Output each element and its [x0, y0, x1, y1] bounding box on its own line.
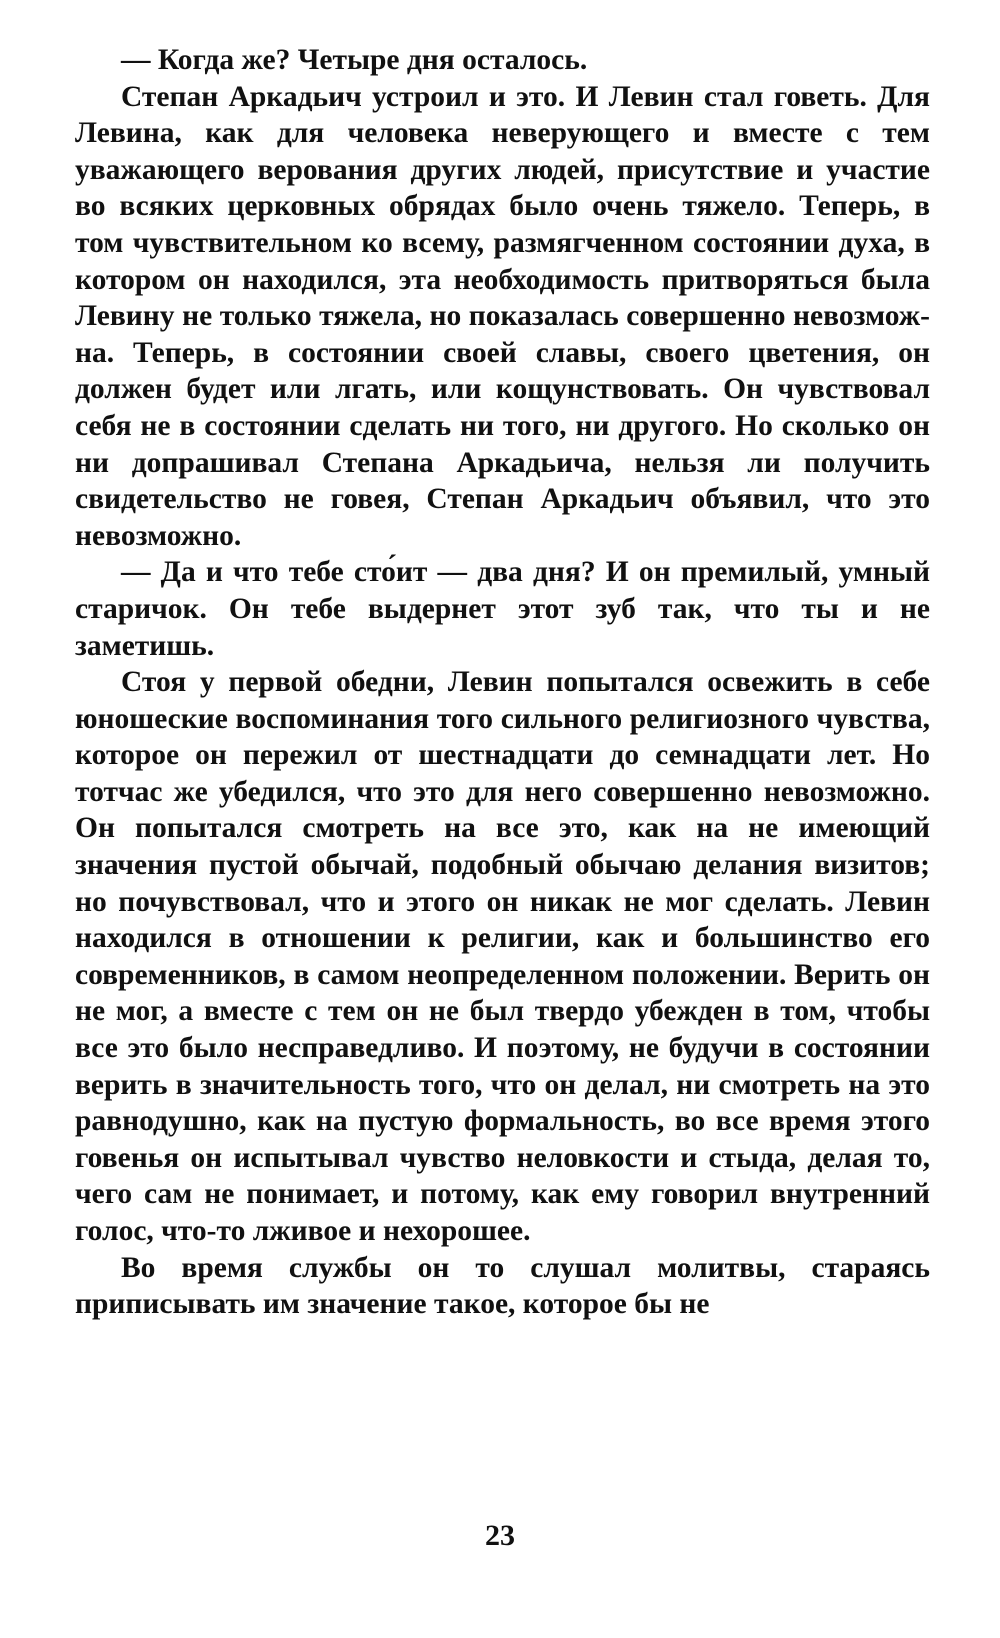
paragraph-narration-1: Степан Аркадьич устроил и это. И Левин стал говеть. Для Левина, как для человека неверующего и вместе с тем уважающего верования других людей, присутствие и участие во всяких церковных обрядах было очень тяжело. Теперь, в том чувствительном ко всему, размягченном состоянии духа, в котором он находился, эта необходимость притворяться была Левину не только тяжела, но показалась совершенно невозможна. Теперь, в состоянии своей славы, своего цветения, он должен будет или лгать, или кощунствовать. Он чувствовал себя не в состоянии сделать ни того, ни другого. Но сколько он ни допрашивал Степана Аркадьича, нельзя ли получить свидетельство не говея, Степан Аркадьич объявил, что это невозможно. [75, 80, 930, 552]
paragraph-narration-3: Во время службы он то слушал молитвы, стараясь приписывать им значение такое, которое бы не [75, 1251, 930, 1321]
paragraph-dialogue-1: — Когда же? Четыре дня осталось. [121, 44, 588, 76]
paragraph-dialogue-2: — Да и что тебе сто́ит — два дня? И он премилый, умный старичок. Он тебе выдернет этот зуб так, что ты и не заметишь. [75, 556, 930, 662]
page-number: 23 [485, 1519, 515, 1552]
body-text [75, 42, 930, 1323]
paragraph-narration-2: Стоя у первой обедни, Левин попытался освежить в себе юношеские воспоминания того сильного религиозного чувства, которое он пережил от шестнадцати до семнадцати лет. Но тотчас же убедился, что это для него совершенно невозможно. Он попытался смотреть на все это, как на не имеющий значения пустой обычай, подобный обычаю делания визитов; но почувствовал, что и этого он никак не мог сделать. Левин находился в отношении к религии, как и большинство его современников, в самом неопределенном положении. Верить он не мог, а вместе с тем он не был твердо убежден в том, чтобы все это было несправедливо. И поэтому, не будучи в состоянии верить в значительность того, что он делал, ни смотреть на это равнодушно, как на пустую формальность, во все время этого говенья он испытывал чувство неловкости и стыда, делая то, чего сам не понимает, и потому, как ему говорил внутренний голос, что-то лживое и нехорошее. [75, 666, 930, 1247]
